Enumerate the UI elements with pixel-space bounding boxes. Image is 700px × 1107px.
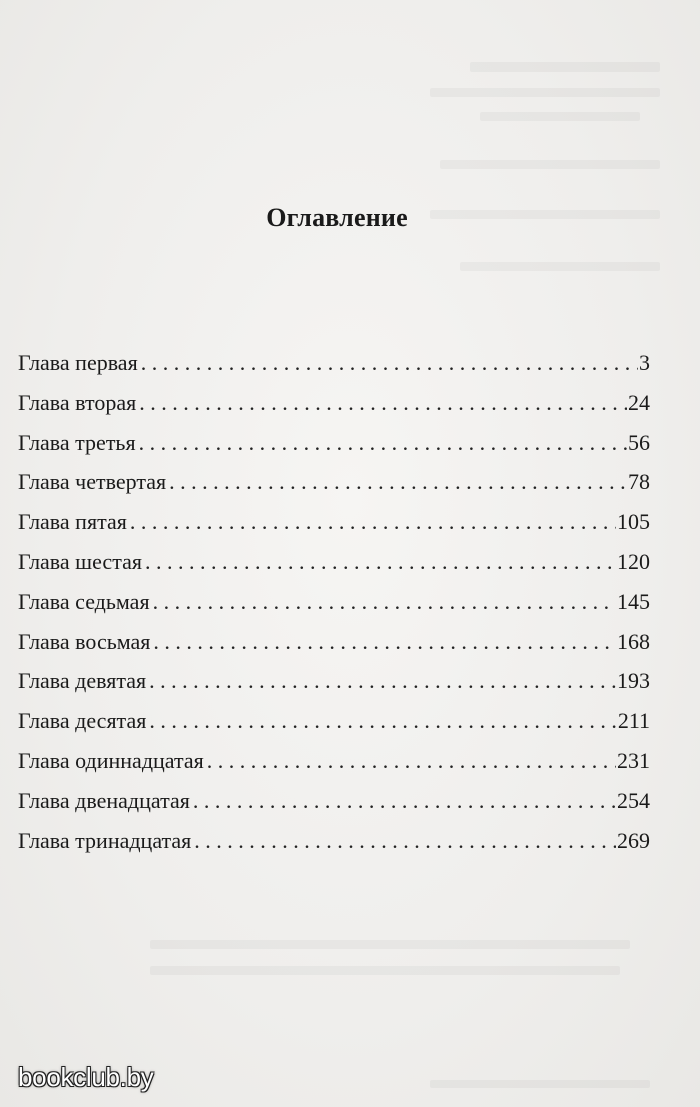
toc-entry[interactable]	[18, 589, 650, 629]
dot-leader	[141, 350, 638, 376]
bleed-through-text	[430, 1080, 650, 1088]
toc-entry[interactable]	[18, 828, 650, 868]
dot-leader	[139, 430, 627, 456]
page-number: 24	[628, 389, 650, 415]
chapter-title: Глава двенадцатая	[18, 787, 190, 813]
toc-entry[interactable]	[18, 469, 650, 509]
page-number: 56	[628, 429, 650, 455]
dot-leader	[149, 668, 616, 694]
bleed-through-text	[430, 88, 660, 97]
page-number: 254	[617, 787, 650, 813]
table-of-contents	[18, 350, 650, 867]
chapter-title: Глава одиннадцатая	[18, 747, 204, 773]
bleed-through-text	[480, 112, 640, 121]
page-title: Оглавление	[266, 203, 408, 233]
bleed-through-text	[150, 940, 630, 949]
page-number: 193	[617, 668, 650, 694]
toc-entry[interactable]	[18, 629, 650, 669]
chapter-title: Глава тринадцатая	[18, 827, 192, 853]
page-number: 78	[628, 469, 650, 495]
chapter-title: Глава седьмая	[18, 588, 150, 614]
dot-leader	[139, 390, 627, 416]
page-number: 105	[617, 509, 650, 535]
toc-entry[interactable]	[18, 668, 650, 708]
page-number: 168	[617, 628, 650, 654]
page-number: 231	[617, 747, 650, 773]
chapter-title: Глава третья	[18, 429, 136, 455]
chapter-title: Глава шестая	[18, 548, 142, 574]
toc-entry[interactable]	[18, 350, 650, 390]
toc-entry[interactable]	[18, 390, 650, 430]
bleed-through-text	[150, 966, 620, 975]
chapter-title: Глава вторая	[18, 389, 137, 415]
toc-entry[interactable]	[18, 748, 650, 788]
toc-entry[interactable]	[18, 708, 650, 748]
page-number: 120	[617, 548, 650, 574]
chapter-title: Глава пятая	[18, 509, 127, 535]
dot-leader	[145, 549, 616, 575]
page-number: 269	[617, 827, 650, 853]
toc-entry[interactable]	[18, 509, 650, 549]
bleed-through-text	[460, 262, 660, 271]
toc-entry[interactable]	[18, 430, 650, 470]
chapter-title: Глава десятая	[18, 708, 147, 734]
dot-leader	[169, 469, 627, 495]
dot-leader	[153, 629, 616, 655]
chapter-title: Глава восьмая	[18, 628, 151, 654]
chapter-title: Глава четвертая	[18, 469, 167, 495]
chapter-title: Глава первая	[18, 350, 138, 375]
page-number: 211	[617, 708, 650, 734]
site-watermark: bookclub.by	[18, 1062, 154, 1092]
page-number: 3	[639, 350, 650, 375]
dot-leader	[194, 828, 616, 854]
toc-entry[interactable]	[18, 788, 650, 828]
bleed-through-text	[440, 160, 660, 169]
dot-leader	[130, 509, 616, 535]
dot-leader	[153, 589, 616, 615]
page-number: 145	[617, 588, 650, 614]
chapter-title: Глава девятая	[18, 668, 147, 694]
dot-leader	[149, 708, 616, 734]
toc-entry[interactable]	[18, 549, 650, 589]
bleed-through-text	[470, 62, 660, 72]
dot-leader	[207, 748, 616, 774]
dot-leader	[193, 788, 616, 814]
